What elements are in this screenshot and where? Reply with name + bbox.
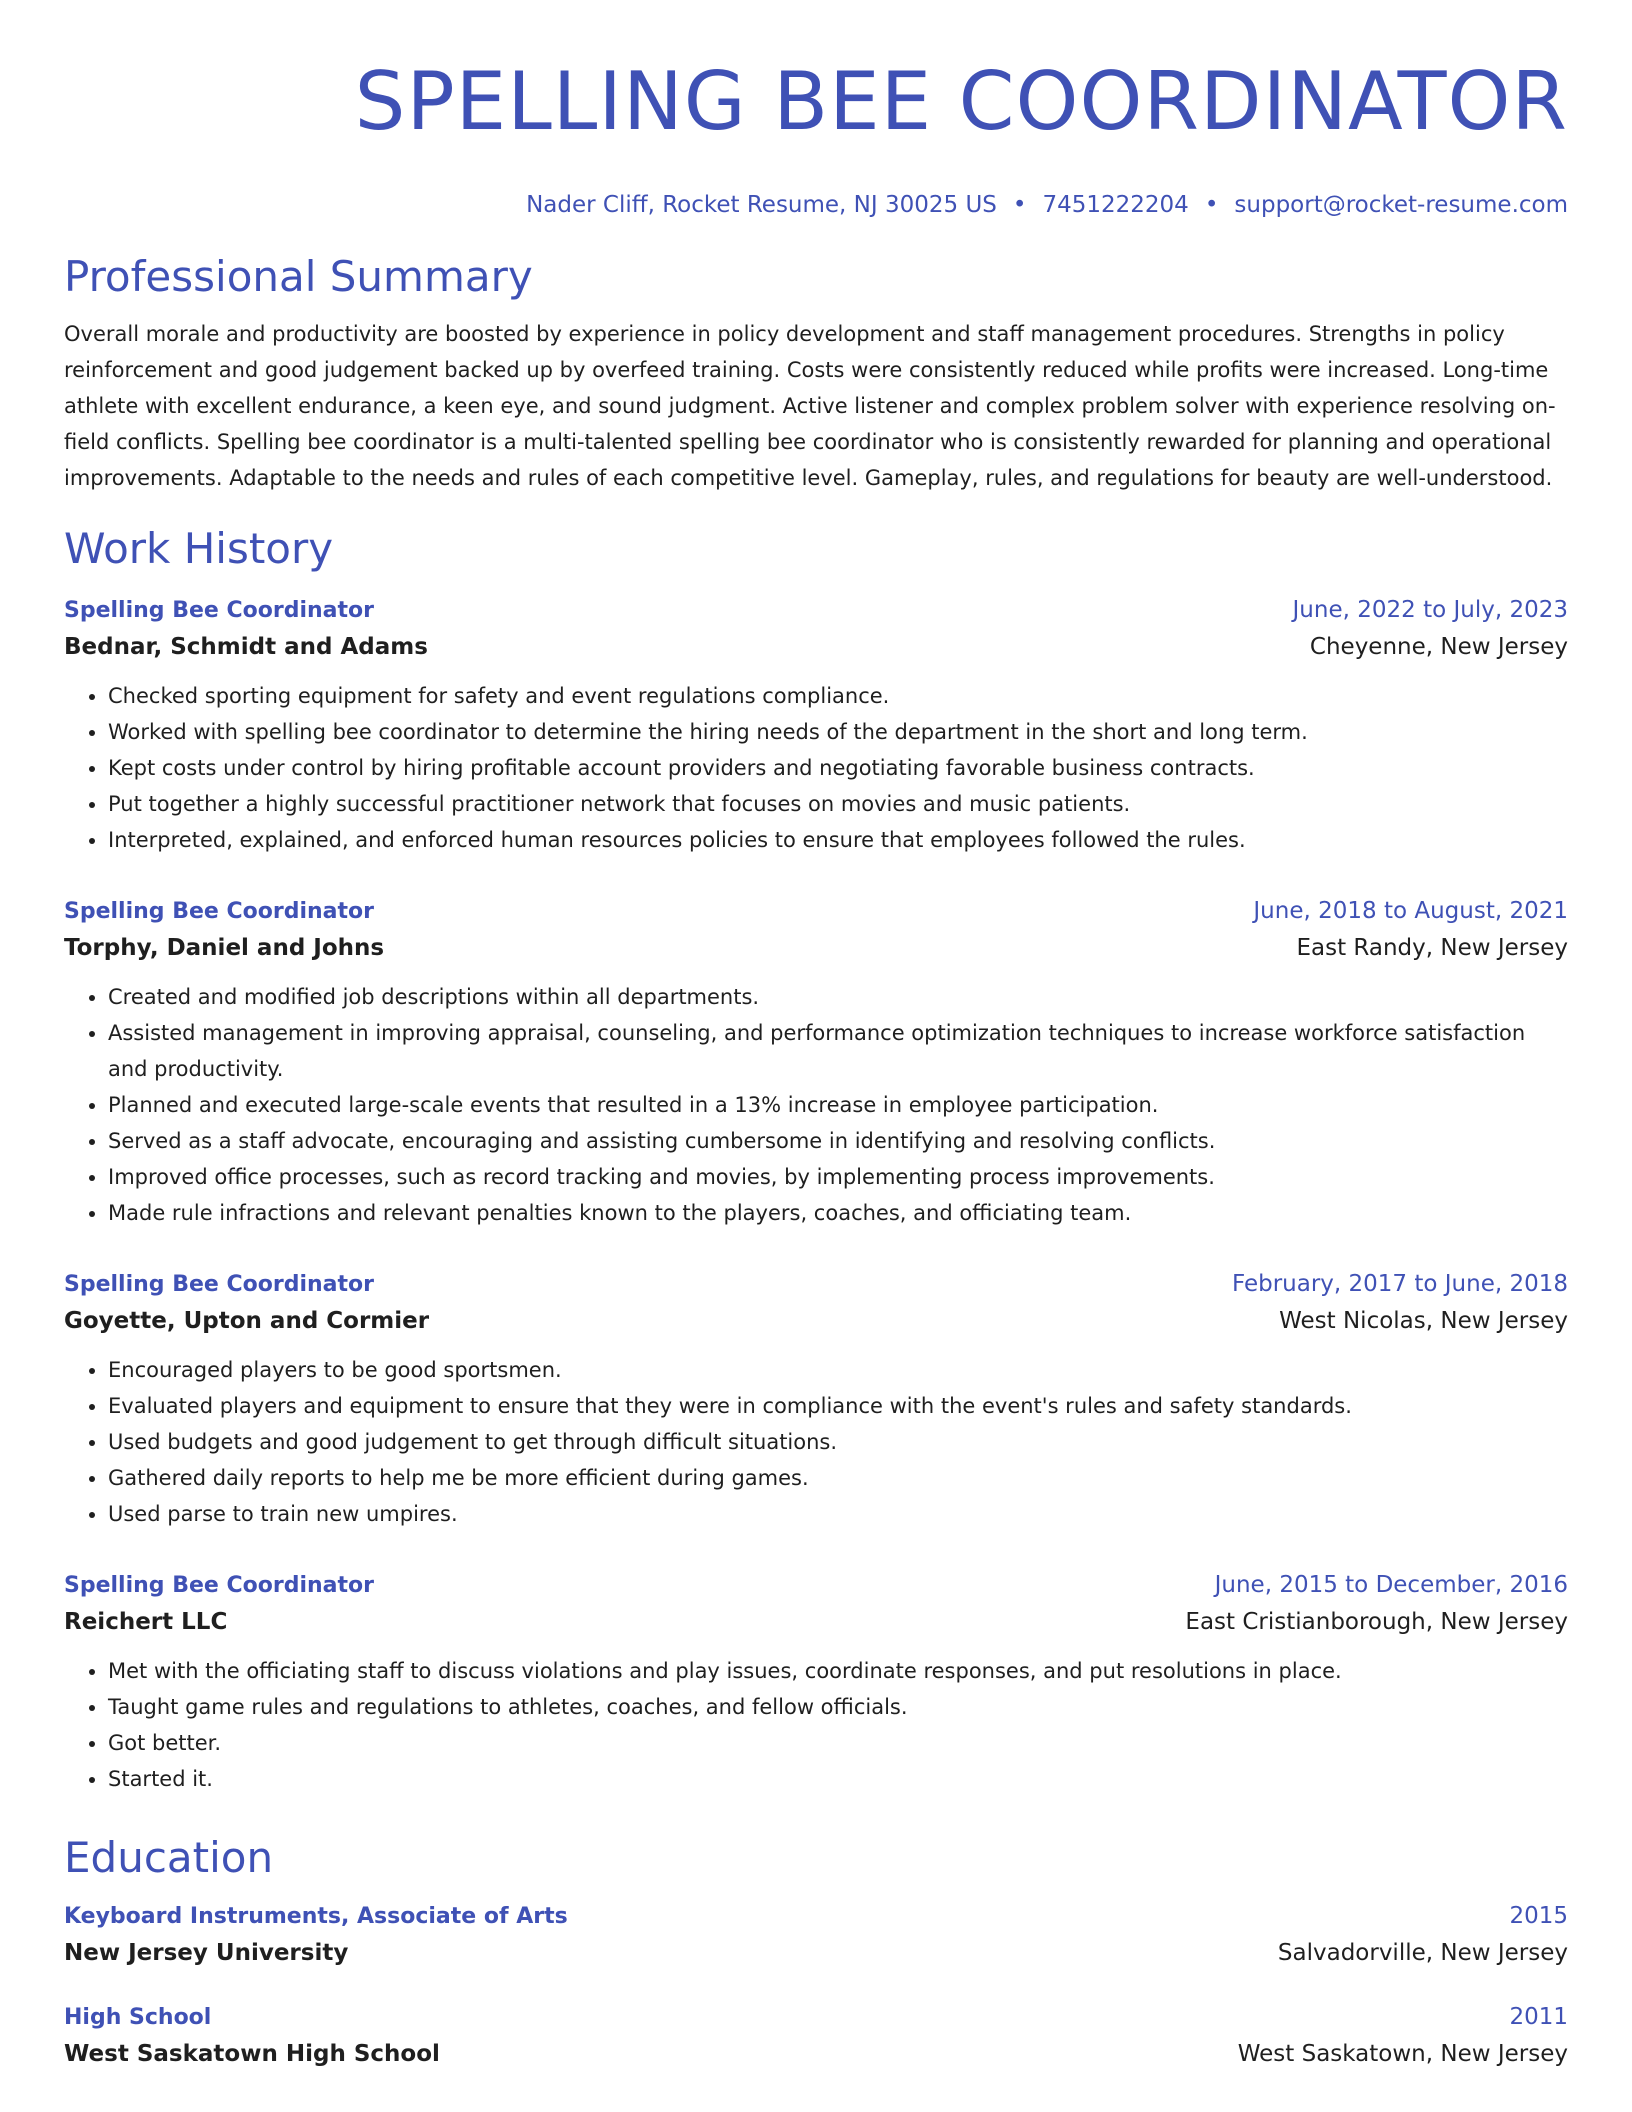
job-dates: June, 2015 to December, 2016 [1214,1571,1568,1598]
job-company: Goyette, Upton and Cormier [64,1307,430,1334]
education-entry [64,2000,1568,2073]
job-company: Reichert LLC [64,1608,228,1635]
job-bullet: • Taught game rules and regulations to athletes, coaches, and fellow officials. [108,1689,1568,1725]
resume-page [64,0,1568,2073]
job-bullet: • Kept costs under control by hiring profitable account providers and negotiating favorable business contracts. [108,750,1568,786]
job-bullet: • Gathered daily reports to help me be more efficient during games. [108,1460,1568,1496]
job-dates: June, 2022 to July, 2023 [1292,596,1568,623]
job-location: East Cristianborough, New Jersey [1185,1608,1568,1635]
job-entry [64,1568,1568,1797]
job-bullet: • Planned and executed large-scale events that resulted in a 13% increase in employee participation. [108,1087,1568,1123]
education-entry [64,1899,1568,1972]
job-entry [64,1267,1568,1532]
job-bullets [64,1653,1568,1797]
education-degree: High School [64,2005,212,2031]
job-title: Spelling Bee Coordinator [64,1572,374,1598]
contact-phone: 7451222204 [1042,192,1189,218]
job-bullet: • Met with the officiating staff to discuss violations and play issues, coordinate responses, and put resolutions in place. [108,1653,1568,1689]
job-bullet: • Used parse to train new umpires. [108,1496,1568,1532]
contact-line [64,190,1568,220]
job-bullet: • Worked with spelling bee coordinator to determine the hiring needs of the department in the short and long term. [108,714,1568,750]
job-bullets [64,1352,1568,1532]
job-bullet: • Made rule infractions and relevant penalties known to the players, coaches, and officiating team. [108,1195,1568,1231]
job-bullet: • Encouraged players to be good sportsmen. [108,1352,1568,1388]
job-bullet: • Got better. [108,1725,1568,1761]
work-history-heading: Work History [64,524,334,574]
job-bullets [64,678,1568,858]
job-bullet: • Evaluated players and equipment to ensure that they were in compliance with the event's rules and safety standards. [108,1388,1568,1424]
education-school: New Jersey University [64,1940,349,1967]
education-degree: Keyboard Instruments, Associate of Arts [64,1904,568,1930]
education-location: Salvadorville, New Jersey [1277,1940,1568,1967]
job-location: West Nicolas, New Jersey [1279,1307,1568,1334]
job-bullet: • Checked sporting equipment for safety and event regulations compliance. [108,678,1568,714]
job-bullet: • Interpreted, explained, and enforced human resources policies to ensure that employees followed the rules. [108,822,1568,858]
job-company: Torphy, Daniel and Johns [64,934,385,961]
job-bullet: • Served as a staff advocate, encouraging and assisting cumbersome in identifying and resolving conflicts. [108,1123,1568,1159]
job-bullet: • Started it. [108,1761,1568,1797]
education-year: 2015 [1509,1903,1568,1930]
job-bullet: • Created and modified job descriptions within all departments. [108,979,1568,1015]
job-title: Spelling Bee Coordinator [64,597,374,623]
job-bullets [64,979,1568,1231]
education-heading: Education [64,1832,274,1882]
job-dates: February, 2017 to June, 2018 [1231,1270,1568,1297]
job-location: East Randy, New Jersey [1296,934,1568,961]
summary-text: Overall morale and productivity are boosted by experience in policy development and staff management procedures. Strengths in policy reinforcement and good judgement backed up by overfeed training. Costs were consistently reduced while profits were increased. Long-time athlete with excellent endurance, a keen eye, and sound judgment. Active listener and complex problem solver with experience resolving on-field conflicts. Spelling bee coordinator is a multi-talented spelling bee coordinator who is consistently rewarded for planning and operational improvements. Adaptable to the needs and rules of each competitive level. Gameplay, rules, and regulations for beauty are well-understood. [64,322,1556,491]
job-dates: June, 2018 to August, 2021 [1253,897,1568,924]
job-title: Spelling Bee Coordinator [64,1271,374,1297]
job-bullet: • Put together a highly successful practitioner network that focuses on movies and music patients. [108,786,1568,822]
contact-separator: • [1012,192,1027,218]
job-company: Bednar, Schmidt and Adams [64,633,428,660]
education-location: West Saskatown, New Jersey [1237,2041,1568,2068]
job-entry [64,894,1568,1231]
resume-name: SPELLING BEE COORDINATOR [354,55,1568,148]
summary-heading: Professional Summary [64,252,533,301]
education-year: 2011 [1509,2004,1568,2031]
job-title: Spelling Bee Coordinator [64,898,374,924]
job-entry [64,593,1568,858]
contact-address: Nader Cliff, Rocket Resume, NJ 30025 US [526,192,997,218]
education-school: West Saskatown High School [64,2041,440,2068]
contact-separator: • [1204,192,1219,218]
job-bullet: • Improved office processes, such as record tracking and movies, by implementing process improvements. [108,1159,1568,1195]
job-bullet: • Used budgets and good judgement to get through difficult situations. [108,1424,1568,1460]
job-bullet: • Assisted management in improving appraisal, counseling, and performance optimization techniques to increase workforce satisfaction and productivity. [108,1015,1568,1087]
contact-email: support@rocket-resume.com [1234,192,1568,218]
job-location: Cheyenne, New Jersey [1309,633,1568,660]
